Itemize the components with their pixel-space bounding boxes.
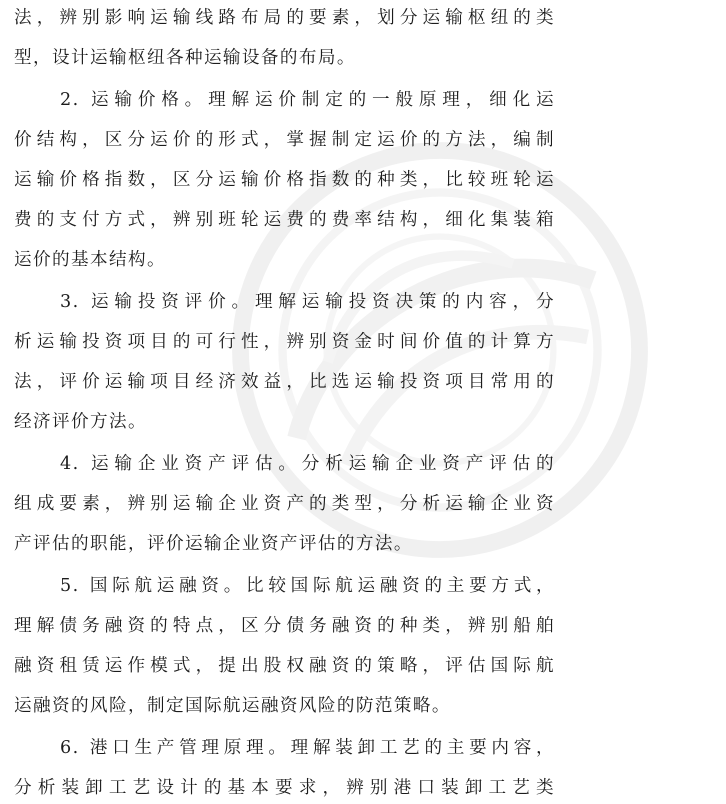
text-line-16: 理解债务融资的特点，区分债务融资的种类，辨别船舶 [14,616,555,636]
text-line-6: 费的支付方式，辨别班轮运费的费率结构，细化集装箱 [14,210,555,230]
text-line-18: 运融资的风险，制定国际航运融资风险的防范策略。 [14,696,451,716]
text-line-14: 产评估的职能，评价运输企业资产评估的方法。 [14,534,413,554]
text-line-4: 价结构，区分运价的形式，掌握制定运价的方法，编制 [14,130,555,150]
section-3-heading-line: 3. 运输投资评价。理解运输投资决策的内容，分 [60,292,555,312]
section-5-heading-line: 5. 国际航运融资。比较国际航运融资的主要方式， [60,576,555,596]
text-line-7: 运价的基本结构。 [14,250,166,270]
text-line-13: 组成要素，辨别运输企业资产的类型，分析运输企业资 [14,494,555,514]
text-line-2: 型，设计运输枢纽各种运输设备的布局。 [14,48,356,68]
section-4-heading-line: 4. 运输企业资产评估。分析运输企业资产评估的 [60,454,555,474]
text-line-1: 法，辨别影响运输线路布局的要素，划分运输枢纽的类 [14,8,555,28]
section-6-heading-line: 6. 港口生产管理原理。理解装卸工艺的主要内容， [60,738,555,758]
text-line-9: 析运输投资项目的可行性，辨别资金时间价值的计算方 [14,332,555,352]
text-line-17: 融资租赁运作模式，提出股权融资的策略，评估国际航 [14,656,555,676]
text-line-20: 分析装卸工艺设计的基本要求，辨别港口装卸工艺类 [14,778,555,798]
text-line-11: 经济评价方法。 [14,412,147,432]
text-line-5: 运输价格指数，区分运输价格指数的种类，比较班轮运 [14,170,555,190]
section-2-heading-line: 2. 运输价格。理解运价制定的一般原理，细化运 [60,90,555,110]
text-line-10: 法，评价运输项目经济效益，比选运输投资项目常用的 [14,372,555,392]
